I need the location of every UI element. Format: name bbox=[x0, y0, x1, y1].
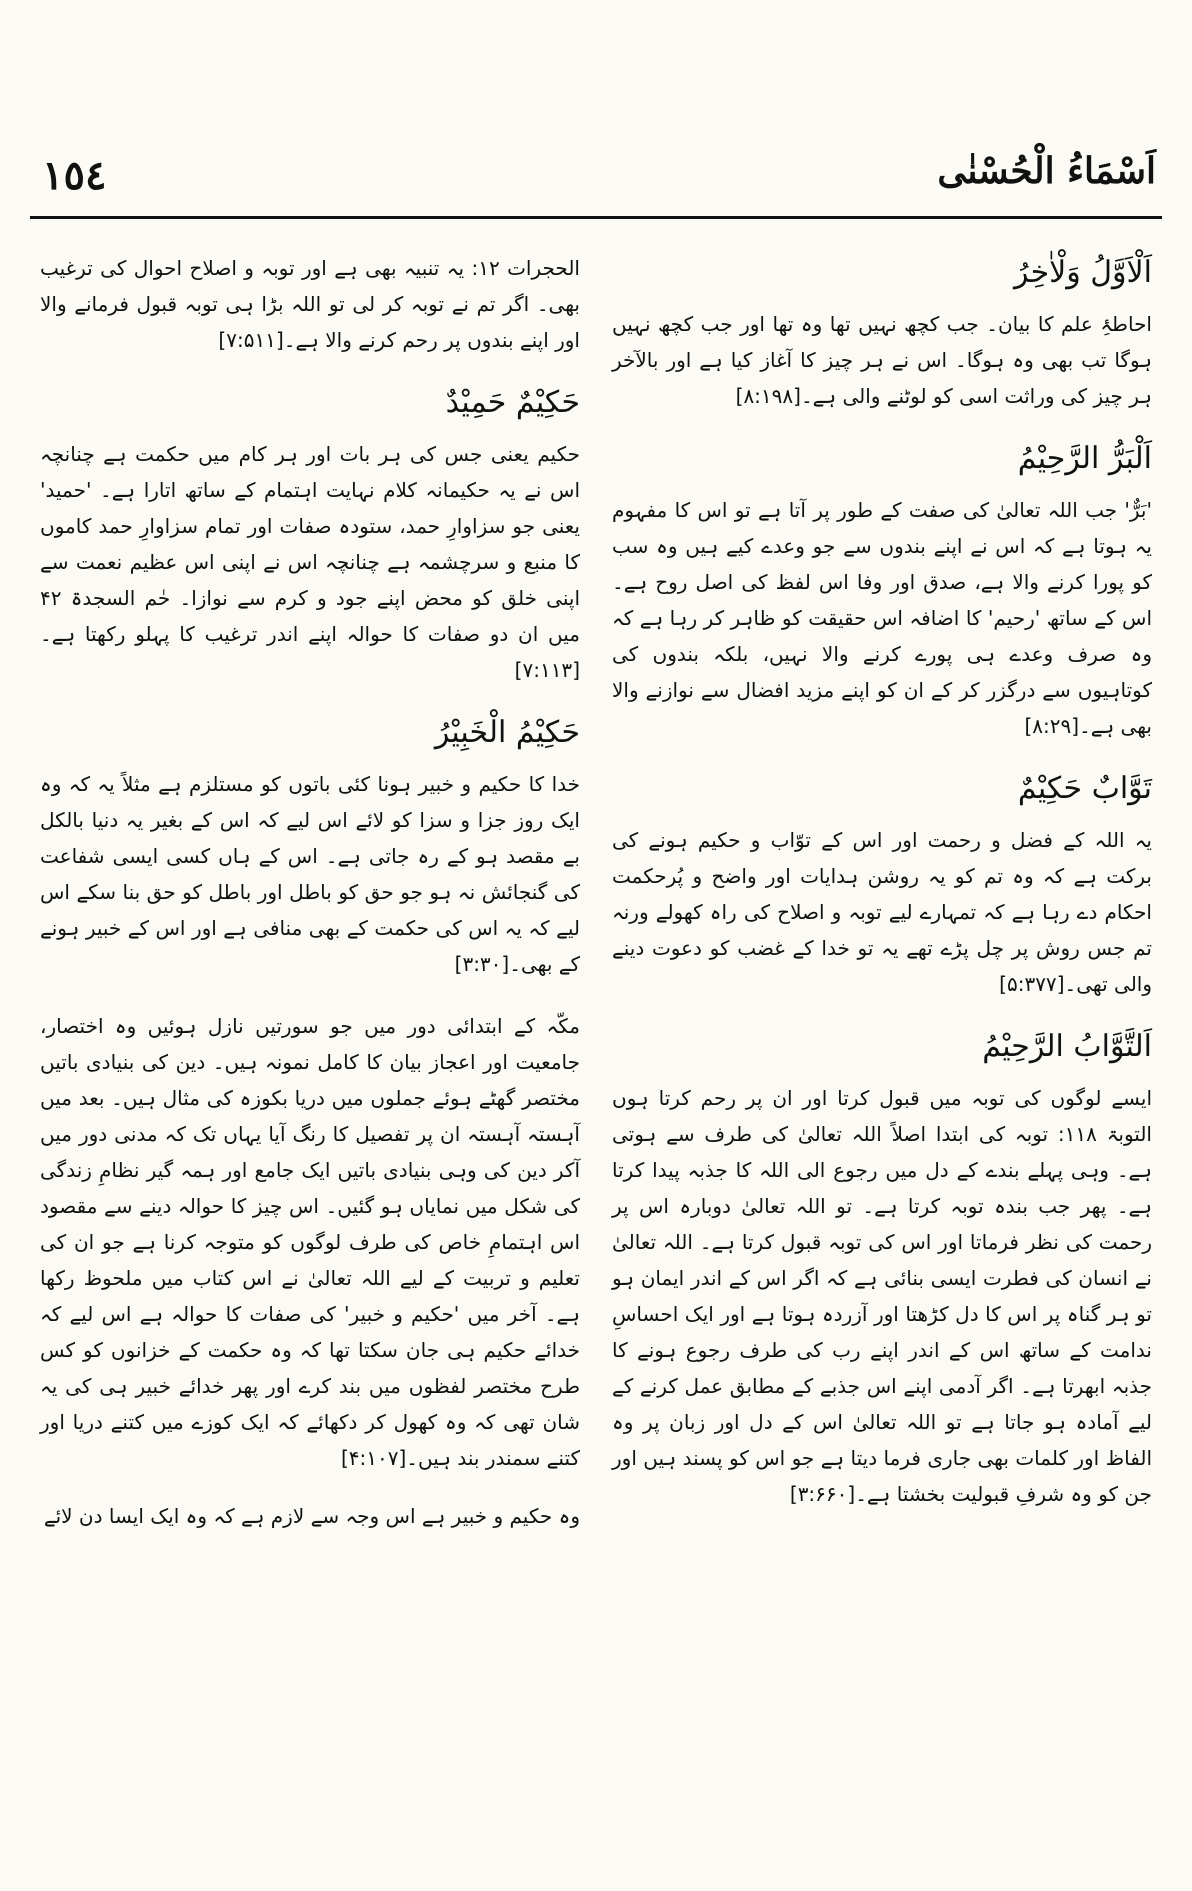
section-text: احاطۂِ علم کا بیان۔ جب کچھ نہیں تھا وہ تھا اور جب کچھ نہیں ہوگا تب بھی وہ ہوگا۔ اس نے ہر چیز کا آغاز کیا ہے اور بالآخر ہر چیز کی وراثت اسی کو لوٹنے والی ہے۔[۸:۱۹۸] bbox=[612, 312, 1152, 408]
running-title: اَسْمَاءُ الْحُسْنٰی bbox=[937, 150, 1156, 192]
section-text: یہ اللہ کے فضل و رحمت اور اس کے توّاب و حکیم ہونے کی برکت ہے کہ وہ تم کو یہ روشن ہدایات اور واضح و پُرحکمت احکام دے رہا ہے کہ تمہارے لیے توبہ و اصلاح کی راہ کھولے ورنہ تم جس روش پر چل پڑے تھے یہ تو خدا کے غضب کو دعوت دینے والی تھی۔[۵:۳۷۷] bbox=[612, 828, 1152, 996]
section-text: ایسے لوگوں کی توبہ میں قبول کرتا اور ان پر رحم کرتا ہوں التوبۃ ۱۱۸: توبہ کی ابتدا اصلاً اللہ تعالیٰ کی طرف سے ہوتی ہے۔ وہی پہلے بندے کے دل میں رجوع الی اللہ کا جذبہ پیدا کرتا ہے۔ پھر جب بندہ توبہ کرتا ہے۔ تو اللہ تعالیٰ دوبارہ اس پر رحمت کی نظر فرماتا اور اس کی توبہ قبول کرتا ہے۔ اللہ تعالیٰ نے انسان کی فطرت ایسی بنائی ہے کہ اگر اس کے اندر ایمان ہو تو ہر گناہ پر اس کا دل کڑھتا اور آزردہ ہوتا ہے اور ایک احساسِ ندامت کے ساتھ اس کے اندر اپنے رب کی طرف رجوع ہونے کا جذبہ ابھرتا ہے۔ اگر آدمی اپنے اس جذبے کے مطابق عمل کرنے کے لیے آمادہ ہو جاتا ہے تو اللہ تعالیٰ اس کے دل اور زبان پر وہ الفاظ اور کلمات بھی جاری فرما دیتا ہے جو اس کو پسند ہیں اور جن کو وہ شرفِ قبولیت بخشتا ہے۔[۳:۶۶۰] bbox=[612, 1086, 1152, 1506]
section-heading: حَکِیْمُ الْخَبِیْرُ bbox=[434, 715, 580, 750]
section-hakeem-khabeer bbox=[40, 710, 580, 982]
section-heading: اَلتَّوَّابُ الرَّحِیْمُ bbox=[982, 1029, 1152, 1064]
section-text: خدا کا حکیم و خبیر ہونا کئی باتوں کو مستلزم ہے مثلاً یہ کہ وہ ایک روز جزا و سزا کو لائے اس لیے کہ اس کے بغیر یہ دنیا بالکل بے مقصد ہو کے رہ جاتی ہے۔ اس کے ہاں کسی ایسی شفاعت کی گنجائش نہ ہو جو حق کو باطل اور باطل کو حق بنا سکے اس لیے کہ یہ اس کی حکمت کے بھی منافی ہے اور اس کے خبیر ہونے کے بھی۔[۳:۳۰] bbox=[40, 772, 580, 976]
section-hakeem-hameed bbox=[40, 380, 580, 688]
closing-line: وہ حکیم و خبیر ہے اس وجہ سے لازم ہے کہ وہ ایک ایسا دن لائے bbox=[43, 1504, 580, 1528]
section-tawwab-raheem bbox=[612, 1024, 1152, 1512]
page-header bbox=[30, 150, 1162, 219]
section-awwal-akhir bbox=[612, 250, 1152, 414]
section-heading: اَلْبَرُّ الرَّحِیْمُ bbox=[1017, 441, 1152, 476]
section-heading: حَکِیْمٌ حَمِیْدٌ bbox=[445, 385, 580, 420]
right-column bbox=[612, 250, 1152, 1534]
section-barr-raheem bbox=[612, 436, 1152, 744]
section-heading: اَلْاَوَّلُ وَلْاٰخِرُ bbox=[1014, 255, 1152, 290]
section-text: حکیم یعنی جس کی ہر بات اور ہر کام میں حکمت ہے چنانچہ اس نے یہ حکیمانہ کلام نہایت اہتمام کے ساتھ اتارا ہے۔ 'حمید' یعنی جو سزاوارِ حمد، ستودہ صفات اور تمام سزاوارِ حمد کاموں کا منبع و سرچشمہ ہے چنانچہ اس نے اپنی اس عظیم نعمت سے اپنی خلق کو محض اپنے جود و کرم سے نوازا۔ حٰم السجدۃ ۴۲ میں ان دو صفات کا حوالہ اپنے اندر ترغیب کا پہلو رکھتا ہے۔[۷:۱۱۳] bbox=[40, 442, 580, 682]
section-tawwab-hakeem bbox=[612, 766, 1152, 1002]
section-text: 'بَرٌّ' جب اللہ تعالیٰ کی صفت کے طور پر آتا ہے تو اس کا مفہوم یہ ہوتا ہے کہ اس نے اپنے بندوں سے جو وعدے کیے ہیں وہ سب کو پورا کرنے والا ہے، صدق اور وفا اس لفظ کی اصل روح ہے۔ اس کے ساتھ 'رحیم' کا اضافہ اس حقیقت کو ظاہر کر رہا ہے کہ وہ صرف وعدے ہی پورے کرنے والا نہیں، بلکہ بندوں کی کوتاہیوں سے درگزر کر کے ان کو اپنے مزید افضال سے نوازنے والا بھی ہے۔[۸:۲۹] bbox=[612, 498, 1152, 738]
intro-paragraph: الحجرات ۱۲: یہ تنبیہ بھی ہے اور توبہ و اصلاح احوال کی ترغیب بھی۔ اگر تم نے توبہ کر لی تو اللہ بڑا ہی توبہ قبول فرمانے والا اور اپنے بندوں پر رحم کرنے والا ہے۔[۷:۵۱۱] bbox=[40, 256, 580, 352]
section-heading: تَوَّابٌ حَکِیْمٌ bbox=[1017, 771, 1152, 806]
left-column bbox=[40, 250, 580, 1556]
makki-paragraph: مکّہ کے ابتدائی دور میں جو سورتیں نازل ہوئیں وہ اختصار، جامعیت اور اعجاز بیان کا کامل نمونہ ہیں۔ دین کی بنیادی باتیں مختصر گھٹے ہوئے جملوں میں دریا بکوزہ کی مثال ہیں۔ بعد میں آہستہ آہستہ ان پر تفصیل کا رنگ آیا یہاں تک کہ مدنی دور میں آکر دین کی وہی بنیادی باتیں ایک جامع اور ہمہ گیر نظامِ زندگی کی شکل میں نمایاں ہو گئیں۔ اس چیز کا حوالہ دینے سے مقصود اس اہتمامِ خاص کی طرف لوگوں کو متوجہ کرنا ہے جو ان کی تعلیم و تربیت کے لیے اللہ تعالیٰ نے اس کتاب میں ملحوظ رکھا ہے۔ آخر میں 'حکیم و خبیر' کی صفات کا حوالہ ہے اس لیے کہ خدائے حکیم ہی جان سکتا تھا کہ وہ حکمت کے خزانوں کو کس طرح مختصر لفظوں میں بند کرے اور پھر خدائے خبیر ہی کی یہ شان تھی کہ وہ کھول کر دکھائے کہ ایک کوزے میں کتنے دریا اور کتنے سمندر بند ہیں۔[۴:۱۰۷] bbox=[40, 1014, 580, 1470]
page-number: ١٥٤ bbox=[42, 152, 107, 199]
